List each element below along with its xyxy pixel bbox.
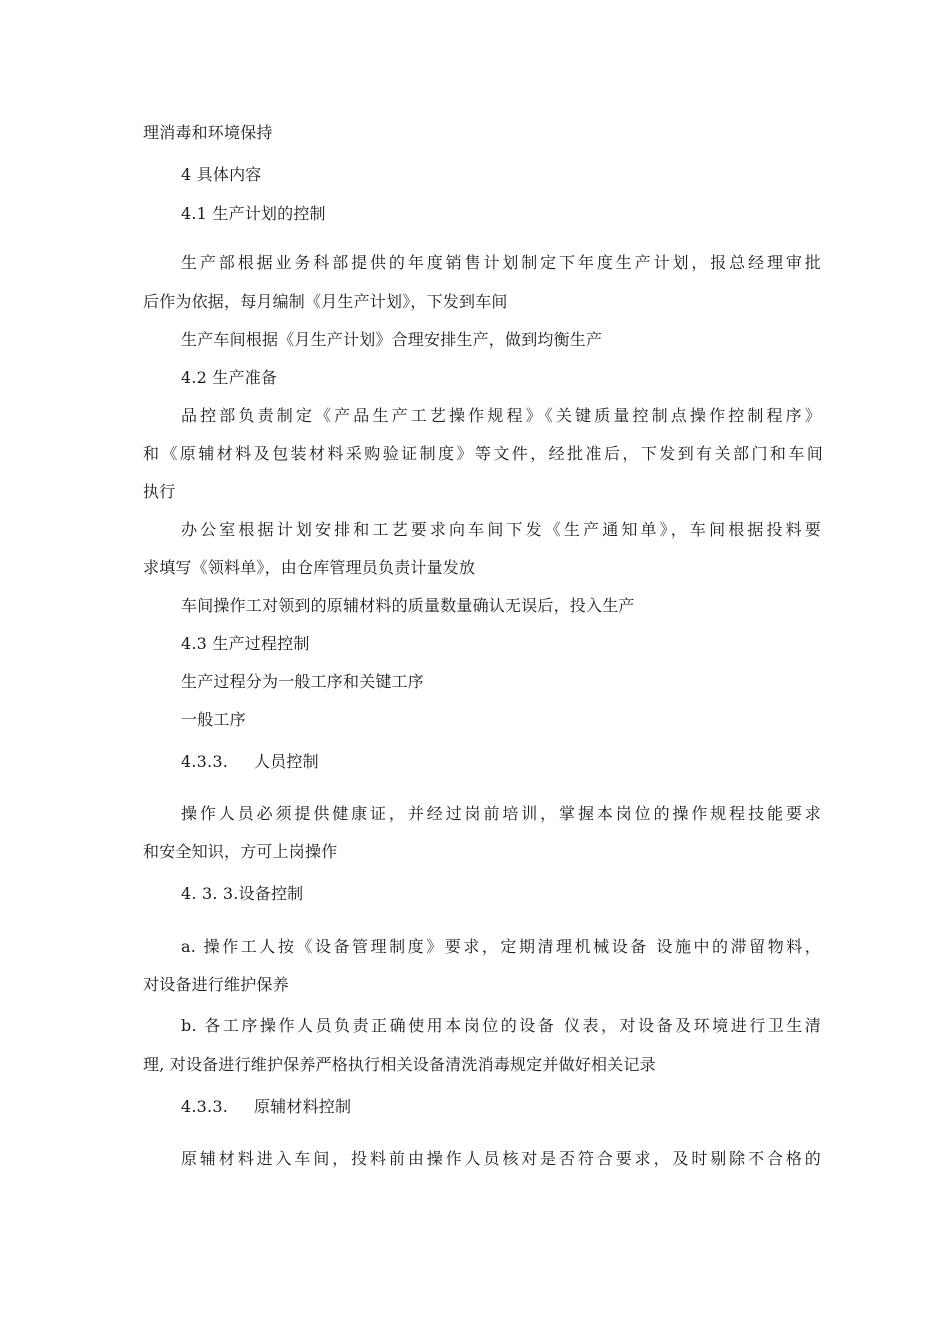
heading-number: 4.3.3. bbox=[181, 1097, 228, 1116]
paragraph-line: 办公室根据计划安排和工艺要求向车间下发《生产通知单》，车间根据投料要 bbox=[181, 520, 821, 539]
paragraph-line: 执行 bbox=[143, 482, 176, 501]
paragraph-line: 求填写《领料单》，由仓库管理员负责计量发放 bbox=[143, 558, 476, 577]
paragraph-line: 和《原辅材料及包装材料采购验证制度》等文件，经批准后，下发到有关部门和车间 bbox=[143, 444, 823, 463]
paragraph-line: 后作为依据，每月编制《月生产计划》，下发到车间 bbox=[143, 292, 508, 311]
paragraph-line: 生产过程分为一般工序和关键工序 bbox=[181, 672, 425, 691]
subsection-heading: 4.1 生产计划的控制 bbox=[181, 204, 326, 223]
paragraph-line: 和安全知识，方可上岗操作 bbox=[143, 842, 338, 861]
subsection-heading: 4.2 生产准备 bbox=[181, 368, 278, 387]
numbered-heading: 4. 3. 3.设备控制 bbox=[181, 884, 304, 903]
numbered-heading bbox=[181, 752, 821, 772]
paragraph-line: 理, 对设备进行维护保养严格执行相关设备清洗消毒规定并做好相关记录 bbox=[143, 1055, 656, 1074]
paragraph-line: 操作人员必须提供健康证，并经过岗前培训，掌握本岗位的操作规程技能要求 bbox=[181, 804, 821, 823]
paragraph-line: 车间操作工对领到的原辅材料的质量数量确认无误后，投入生产 bbox=[181, 596, 635, 615]
subsection-heading: 4.3 生产过程控制 bbox=[181, 634, 310, 653]
paragraph-line: 理消毒和环境保持 bbox=[143, 123, 273, 142]
heading-text: 人员控制 bbox=[254, 752, 319, 771]
paragraph-line: 品控部负责制定《产品生产工艺操作规程》《关键质量控制点操作控制程序》 bbox=[181, 406, 821, 425]
paragraph-line: 一般工序 bbox=[181, 710, 246, 729]
paragraph-line: a. 操作工人按《设备管理制度》要求，定期清理机械设备 设施中的滞留物料， bbox=[181, 937, 821, 956]
paragraph-line: 生产部根据业务科部提供的年度销售计划制定下年度生产计划，报总经理审批 bbox=[181, 253, 821, 272]
heading-number: 4.3.3. bbox=[181, 752, 228, 771]
heading-text: 原辅材料控制 bbox=[254, 1097, 352, 1116]
paragraph-line: 原辅材料进入车间，投料前由操作人员核对是否符合要求，及时剔除不合格的 bbox=[181, 1149, 821, 1168]
section-heading: 4 具体内容 bbox=[181, 165, 262, 184]
paragraph-line: 生产车间根据《月生产计划》合理安排生产，做到均衡生产 bbox=[181, 330, 603, 349]
numbered-heading bbox=[181, 1097, 821, 1117]
paragraph-line: b. 各工序操作人员负责正确使用本岗位的设备 仪表，对设备及环境进行卫生清 bbox=[181, 1016, 821, 1035]
paragraph-line: 对设备进行维护保养 bbox=[143, 975, 289, 994]
